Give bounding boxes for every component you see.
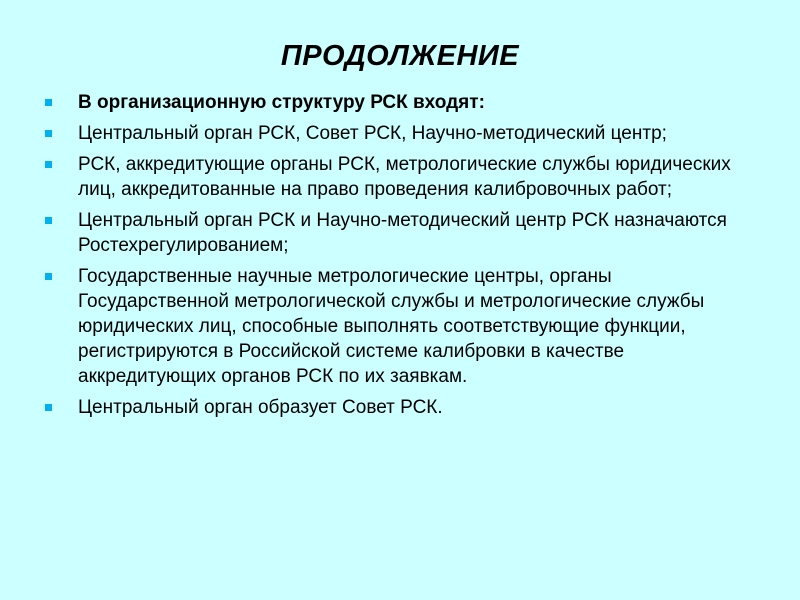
square-bullet-icon — [45, 99, 52, 106]
bullet-item — [42, 121, 732, 146]
square-bullet-icon — [45, 273, 52, 280]
bullet-item — [42, 152, 732, 202]
bullet-text: Центральный орган РСК и Научно-методический центр РСК назначаются Ростехрегулированием; — [78, 210, 727, 256]
square-bullet-icon — [45, 161, 52, 168]
slide-title: ПРОДОЛЖЕНИЕ — [280, 40, 520, 72]
bullet-item — [42, 90, 732, 115]
bullet-item — [42, 264, 732, 389]
square-bullet-icon — [45, 217, 52, 224]
bullet-item — [42, 208, 732, 258]
bullet-text: Государственные научные метрологические центры, органы Государственной метрологической службы и метрологические службы юридических лиц, способные выполнять соответствующие функции, регистрируются в Российской системе калибровки в качестве аккредитующих органов РСК по их заявкам. — [78, 266, 705, 387]
bullet-item — [42, 395, 732, 420]
bullet-list — [42, 90, 732, 426]
bullet-text: Центральный орган образует Совет РСК. — [78, 397, 443, 418]
bullet-text: Центральный орган РСК, Совет РСК, Научно-методический центр; — [78, 123, 667, 144]
square-bullet-icon — [45, 404, 52, 411]
bullet-text: В организационную структуру РСК входят: — [78, 92, 485, 113]
bullet-text: РСК, аккредитующие органы РСК, метрологические службы юридических лиц, аккредитованные на право проведения калибровочных работ; — [78, 154, 731, 200]
square-bullet-icon — [45, 130, 52, 137]
